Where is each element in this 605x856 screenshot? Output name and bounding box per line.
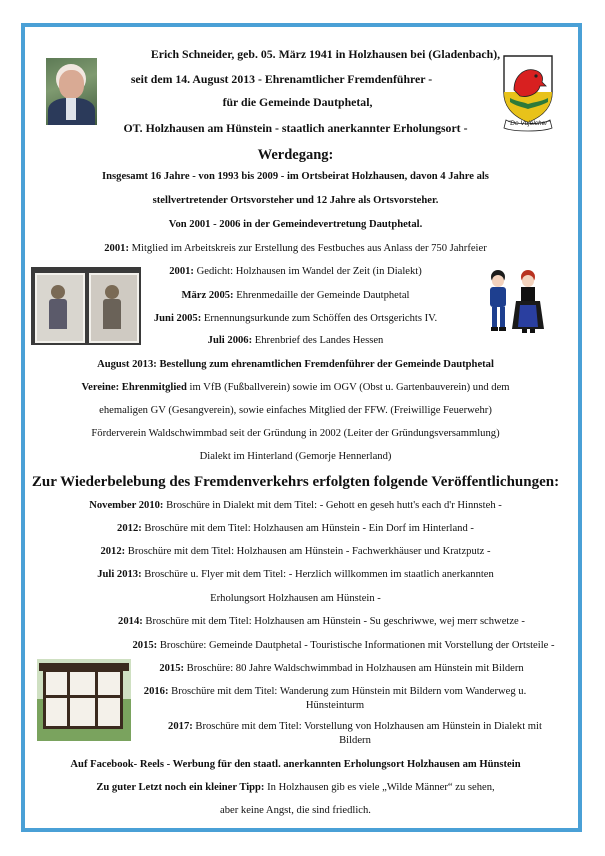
header-line-3: für die Gemeinde Dautphetal, (222, 95, 373, 109)
tipp-line-1: Zu guter Letzt noch ein kleiner Tipp: In Holzhausen gib es viele „Wilde Männer“ zu sehen, (96, 782, 495, 793)
publication-item: Juli 2013: Broschüre u. Flyer mit dem Titel: - Herzlich willkommen im staatlich anerkannten (97, 569, 494, 580)
page-frame (21, 23, 582, 832)
dialekt-line: Dialekt im Hinterland (Gemorje Hennerland) (199, 451, 392, 462)
werdegang-item: Juni 2005: Ernennungsurkunde zum Schöffen des Ortsgerichts IV. (153, 313, 438, 324)
vereine-line-1: Vereine: Ehrenmitglied im VfB (Fußballverein) sowie im OGV (Obst u. Gartenbauverein) und dem (81, 382, 510, 393)
header-line-1: Erich Schneider, geb. 05. März 1941 in Holzhausen bei (Gladenbach), (150, 47, 501, 61)
publication-item: 2015: Broschüre: Gemeinde Dautphetal - Touristische Informationen mit Vorstellung der Ortsteile - (132, 640, 555, 651)
ortsbeirat-line-2: stellvertretender Ortsvorsteher und 12 Jahre als Ortsvorsteher. (152, 195, 439, 206)
gemeindevertretung: Von 2001 - 2006 in der Gemeindevertretung Dautphetal. (168, 219, 423, 230)
vereine-line-2: ehemaligen GV (Gesangverein), sowie einfaches Mitglied der FFW. (Freiwillige Feuerwehr) (99, 405, 492, 416)
publication-item: November 2010: Broschüre in Dialekt mit dem Titel: - Gehott en geseh hutt's each d'r Hinnsteh - (89, 500, 502, 511)
publication-item: 2016: Broschüre mit dem Titel: Wanderung zum Hünstein mit Bildern vom Wanderweg u. Hünsteinturm (143, 686, 527, 711)
publication-item: 2014: Broschüre mit dem Titel: Holzhausen am Hünstein - Su geschriwwe, wej merr schwetze - (118, 616, 525, 627)
werdegang-item: 2001: Gedicht: Holzhausen im Wandel der Zeit (in Dialekt) (169, 266, 422, 277)
publication-item: 2017: Broschüre mit dem Titel: Vorstellung von Holzhausen am Hünstein in Dialekt mit Bildern (168, 721, 542, 746)
coat-of-arms (498, 52, 558, 132)
werdegang-item: Juli 2006: Ehrenbrief des Landes Hessen (207, 335, 384, 346)
publication-item: 2015: Broschüre: 80 Jahre Waldschwimmbad in Holzhausen am Hünstein mit Bildern (159, 663, 524, 674)
header-line-2: seit dem 14. August 2013 - Ehrenamtlicher Fremdenführer - (130, 72, 433, 86)
ortsbeirat-line-1: Insgesamt 16 Jahre - von 1993 bis 2009 - im Ortsbeirat Holzhausen, davon 4 Jahre als (102, 171, 489, 182)
werdegang-item: 2001: Mitglied im Arbeitskreis zur Erstellung des Festbuches aus Anlass der 750 Jahrfeier (104, 243, 487, 254)
header-line-4: OT. Holzhausen am Hünstein - staatlich anerkannter Erholungsort - (123, 121, 468, 135)
costume-dolls-image (476, 265, 556, 345)
portrait-photo (46, 58, 97, 125)
publication-item: 2012: Broschüre mit dem Titel: Holzhausen am Hünstein - Ein Dorf im Hinterland - (117, 523, 474, 534)
painted-windows-photo (31, 267, 141, 345)
publikationen-title: Zur Wiederbelebung des Fremdenverkehrs erfolgten folgende Veröffentlichungen: (31, 474, 560, 490)
august-2013-line: August 2013: Bestellung zum ehrenamtlichen Fremdenführer der Gemeinde Dautphetal (97, 359, 494, 370)
foerderverein-line: Förderverein Waldschwimmbad seit der Gründung in 2002 (Leiter der Gründungsversammlung) (91, 428, 500, 439)
publication-item: 2012: Broschüre mit dem Titel: Holzhausen am Hünstein - Fachwerkhäuser und Kratzputz - (100, 546, 491, 557)
crest-motto: "De Vujelcher" (508, 120, 550, 127)
facebook-line: Auf Facebook- Reels - Werbung für den staatl. anerkannten Erholungsort Holzhausen am Hünstein (70, 759, 521, 770)
publication-item: Erholungsort Holzhausen am Hünstein - (210, 593, 381, 604)
werdegang-title: Werdegang: (257, 147, 334, 163)
werdegang-item: März 2005: Ehrenmedaille der Gemeinde Dautphetal (181, 290, 410, 301)
tipp-line-2: aber keine Angst, die sind friedlich. (220, 805, 371, 816)
half-timbered-sign-photo (37, 659, 131, 741)
